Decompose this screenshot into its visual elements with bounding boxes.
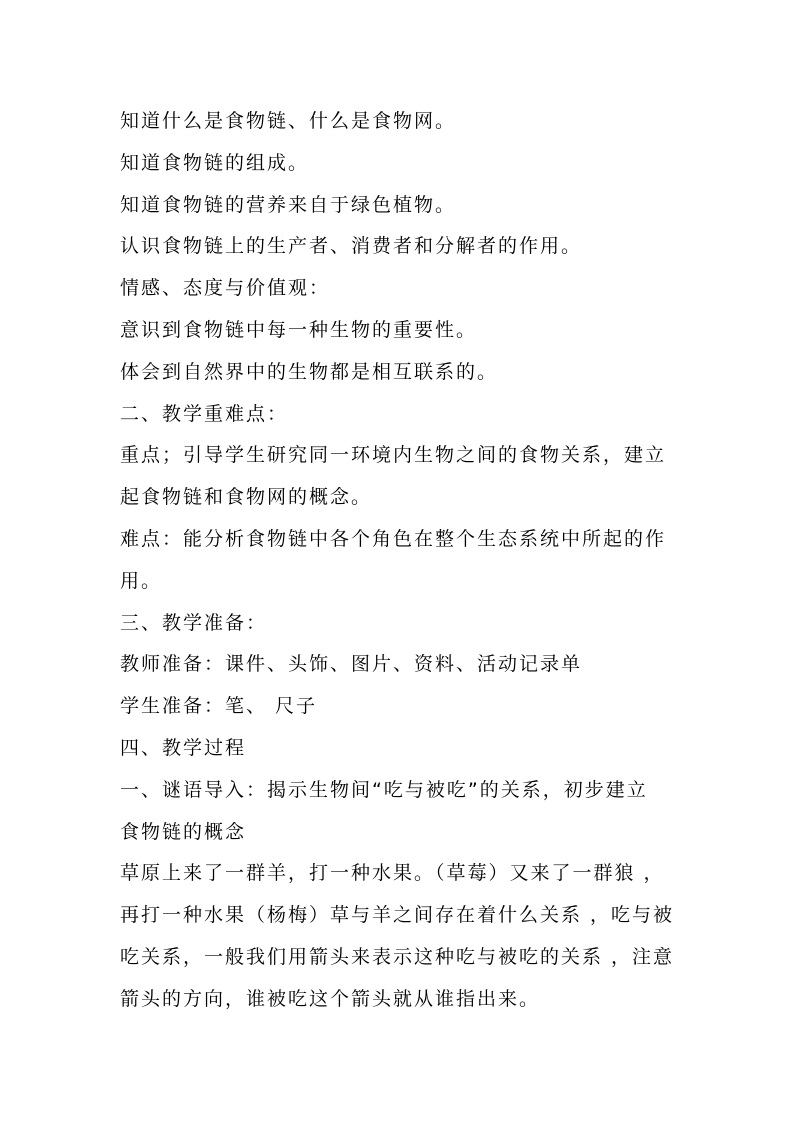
lesson-plan-body bbox=[120, 101, 680, 1021]
objective-chain-composition: 知道食物链的组成。 bbox=[120, 151, 310, 174]
key-point-line-2: 起食物链和食物网的概念。 bbox=[120, 486, 373, 509]
student-preparation: 学生准备：笔、 尺子 bbox=[120, 695, 318, 718]
objective-roles: 认识食物链上的生产者、消费者和分解者的作用。 bbox=[120, 235, 583, 258]
paragraph-line-1: 草原上来了一群羊，打一种水果。（草莓）又来了一群狼 ， bbox=[120, 862, 665, 885]
attitude-interconnected: 体会到自然界中的生物都是相互联系的。 bbox=[120, 360, 499, 383]
key-point-line-1: 重点；引导学生研究同一环境内生物之间的食物关系，建立 bbox=[120, 444, 667, 467]
paragraph-line-4: 箭头的方向，谁被吃这个箭头就从谁指出来。 bbox=[120, 987, 541, 1010]
section-teaching-process: 四、教学过程 bbox=[120, 736, 247, 759]
objective-nutrition-source: 知道食物链的营养来自于绿色植物。 bbox=[120, 193, 457, 216]
difficult-point-line-1: 难点：能分析食物链中各个角色在整个生态系统中所起的作 bbox=[120, 527, 667, 550]
attitude-heading: 情感、态度与价值观： bbox=[120, 277, 331, 300]
paragraph-line-2: 再打一种水果（杨梅）草与羊之间存在着什么关系 ，吃与被 bbox=[120, 904, 675, 927]
paragraph-line-3: 吃关系，一般我们用箭头来表示这种吃与被吃的关系 ，注意 bbox=[120, 945, 675, 968]
riddle-intro-line-2: 食物链的概念 bbox=[120, 820, 247, 843]
section-preparation: 三、教学准备： bbox=[120, 611, 268, 634]
difficult-point-line-2: 用。 bbox=[120, 569, 163, 592]
objective-food-chain-web: 知道什么是食物链、什么是食物网。 bbox=[120, 110, 457, 132]
section-key-difficult-points: 二、教学重难点： bbox=[120, 402, 289, 425]
attitude-importance: 意识到食物链中每一种生物的重要性。 bbox=[120, 318, 478, 341]
riddle-intro-line-1: 一、谜语导入：揭示生物间“吃与被吃”的关系，初步建立 bbox=[120, 778, 648, 801]
teacher-preparation: 教师准备：课件、头饰、图片、资料、活动记录单 bbox=[120, 653, 583, 676]
